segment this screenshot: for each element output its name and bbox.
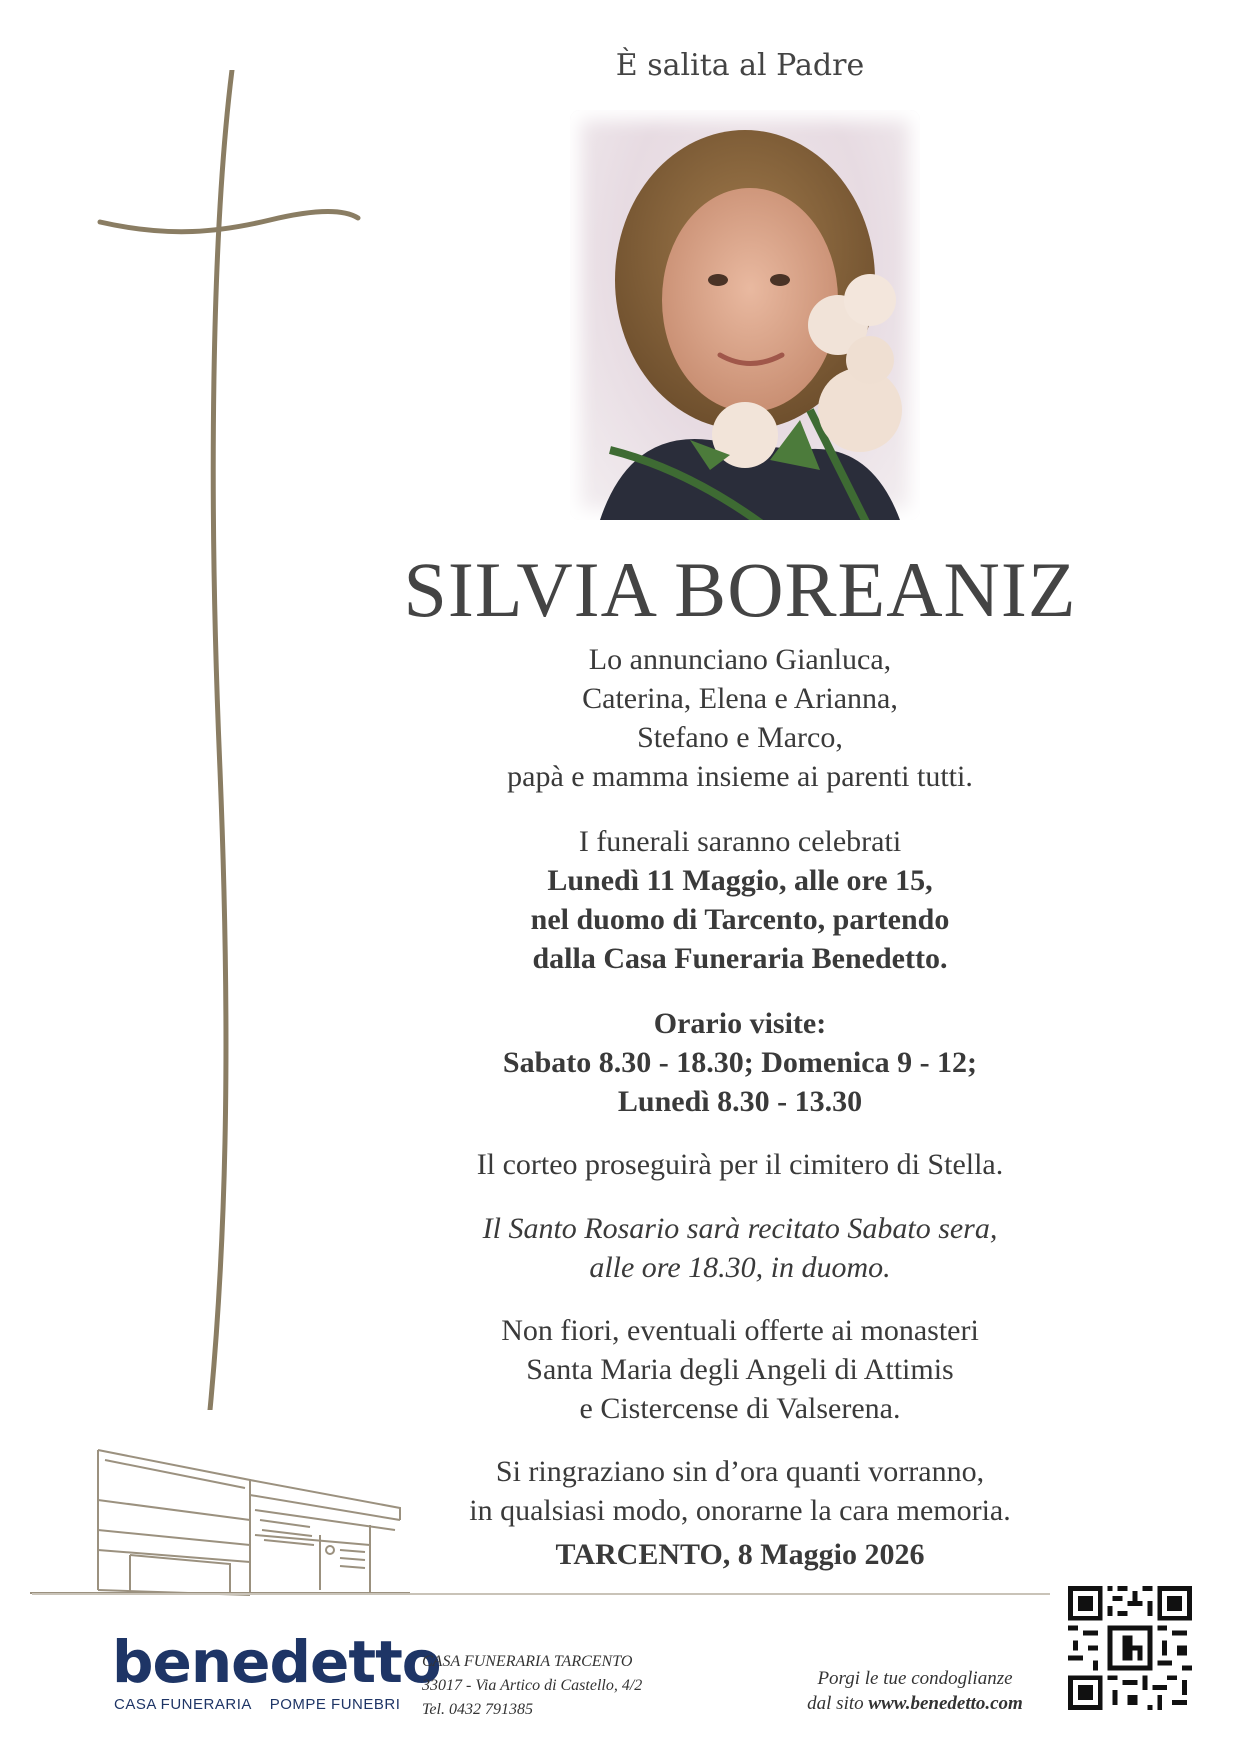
offerings-line: Santa Maria degli Angeli di Attimis [526,1353,954,1386]
announcement-line: Caterina, Elena e Arianna, [582,682,898,715]
offerings-line: Non fiori, eventuali offerte ai monasteri [501,1314,979,1347]
place-date: TARCENTO, 8 Maggio 2026 [555,1538,925,1571]
thanks-line: in qualsiasi modo, onorarne la cara memoria. [469,1494,1011,1527]
announcement-heading: È salita al Padre [615,48,865,83]
funeral-detail-line: Lunedì 11 Maggio, alle ore 15, [547,864,933,897]
visiting-hours [420,1004,1060,1121]
funeral-detail-line: nel duomo di Tarcento, partendo [530,903,950,936]
procession-text: Il corteo proseguirà per il cimitero di Stella. [476,1148,1004,1181]
rosary-line: Il Santo Rosario sarà recitato Sabato sera, [482,1212,998,1245]
funeral-home-building-icon [30,1440,410,1610]
visiting-hours-title: Orario visite: [653,1007,827,1040]
address-line: CASA FUNERARIA TARCENTO [422,1653,633,1670]
address-line: 33017 - Via Artico di Castello, 4/2 [422,1677,643,1694]
announcement-line: Stefano e Marco, [637,721,843,754]
offerings-line: e Cistercense di Valserena. [579,1392,901,1425]
funeral-detail-line: dalla Casa Funeraria Benedetto. [532,942,948,975]
thanks-text [420,1452,1060,1530]
condolences-line [770,1691,1060,1716]
condolences-site-link[interactable]: www.benedetto.com [868,1693,1023,1714]
announcement-line: papà e mamma insieme ai parenti tutti. [507,760,973,793]
footer-divider [32,1593,1050,1595]
funeral-home-address [422,1650,642,1722]
condolences-text [770,1666,1060,1716]
rosary-text [420,1209,1060,1287]
funeral-intro: I funerali saranno celebrati [578,825,902,858]
portrait-image [570,110,920,520]
thanks-line: Si ringraziano sin d’ora quanti vorranno, [495,1455,985,1488]
deceased-name: SILVIA BOREANIZ [403,546,1077,633]
visiting-hours-line: Lunedì 8.30 - 13.30 [617,1085,863,1118]
visiting-hours-line: Sabato 8.30 - 18.30; Domenica 9 - 12; [502,1046,978,1079]
condolences-prefix: dal sito [807,1693,869,1714]
funeral-details [420,822,1060,978]
portrait-photo [570,110,920,520]
offerings-text [420,1311,1060,1428]
cross-icon [80,70,380,1410]
announcement-line: Lo annunciano Gianluca, [588,643,892,676]
qr-code-icon[interactable] [1068,1586,1192,1710]
logo-subtitle: CASA FUNERARIA POMPE FUNEBRI [114,1696,401,1713]
condolences-line: Porgi le tue condoglianze [817,1668,1013,1689]
rosary-line: alle ore 18.30, in duomo. [589,1251,891,1284]
announcement-text [420,640,1060,796]
benedetto-logo: benedetto [112,1628,441,1696]
address-line: Tel. 0432 791385 [422,1701,533,1718]
